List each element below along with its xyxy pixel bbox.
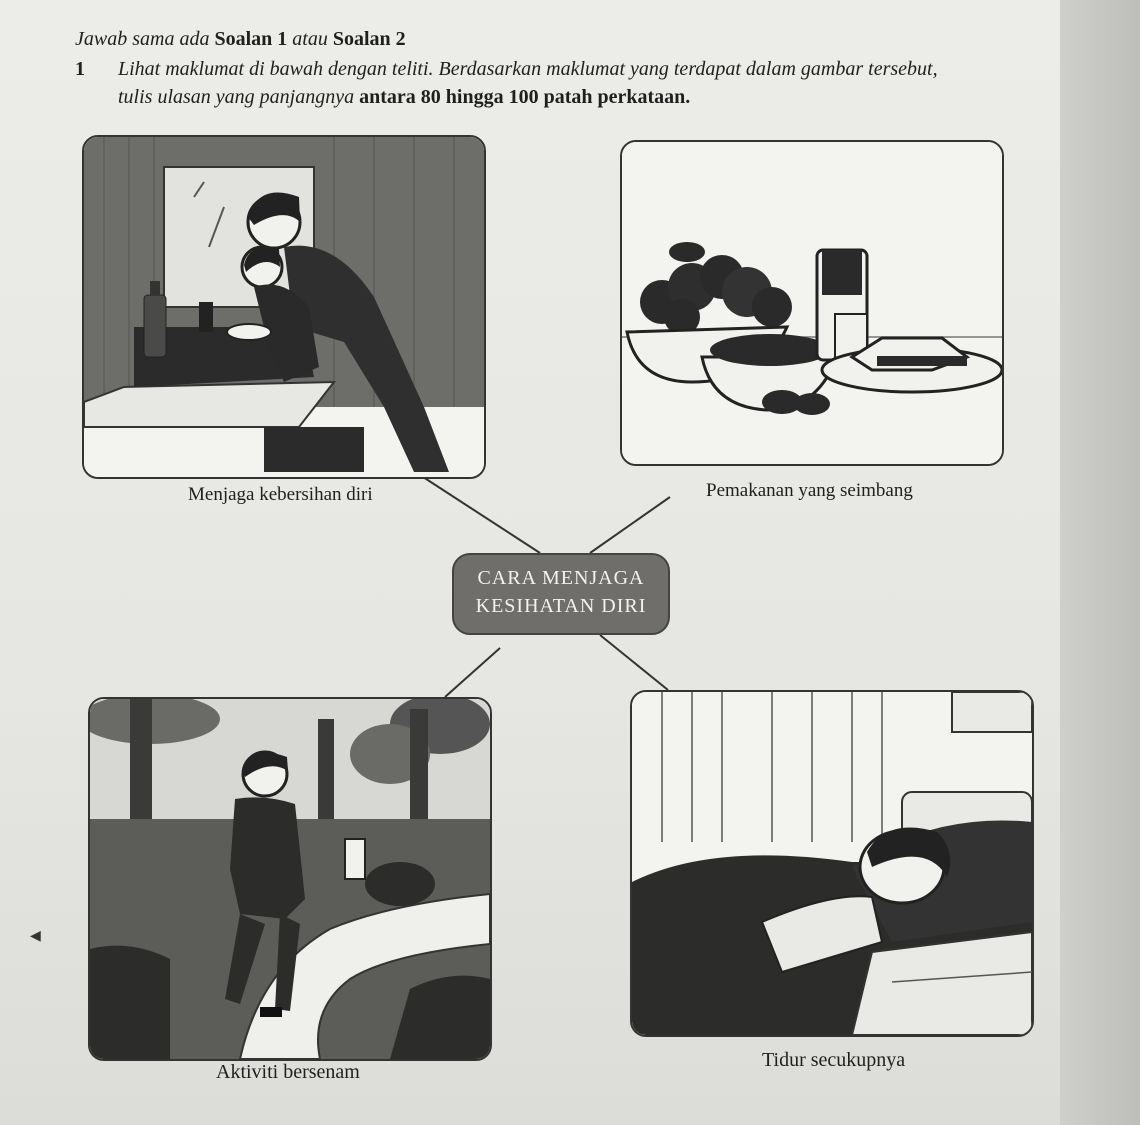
instruction-header: Jawab sama ada Soalan 1 atau Soalan 2: [75, 28, 406, 50]
caption-balanced-diet: Pemakanan yang seimbang: [706, 480, 913, 501]
question-number: 1: [75, 58, 85, 80]
central-topic-line2: KESIHATAN DIRI: [475, 595, 647, 617]
balanced-diet-illustration: [620, 140, 1004, 466]
hygiene-illustration: [82, 135, 486, 479]
question-text-line2: tulis ulasan yang panjangnya antara 80 hingga 100 patah perkataan.: [118, 86, 691, 108]
caption-sleep: Tidur secukupnya: [762, 1049, 906, 1071]
left-arrow-icon: ◀: [30, 929, 41, 944]
question-text-line1: Lihat maklumat di bawah dengan teliti. Berdasarkan maklumat yang terdapat dalam gambar tersebut,: [118, 58, 938, 80]
caption-hygiene: Menjaga kebersihan diri: [188, 484, 373, 505]
exercise-illustration: [88, 697, 492, 1061]
central-topic-box: [452, 553, 670, 635]
caption-exercise: Aktiviti bersenam: [216, 1061, 360, 1083]
central-topic-line1: CARA MENJAGA: [477, 567, 645, 589]
sleep-illustration: [630, 690, 1034, 1037]
